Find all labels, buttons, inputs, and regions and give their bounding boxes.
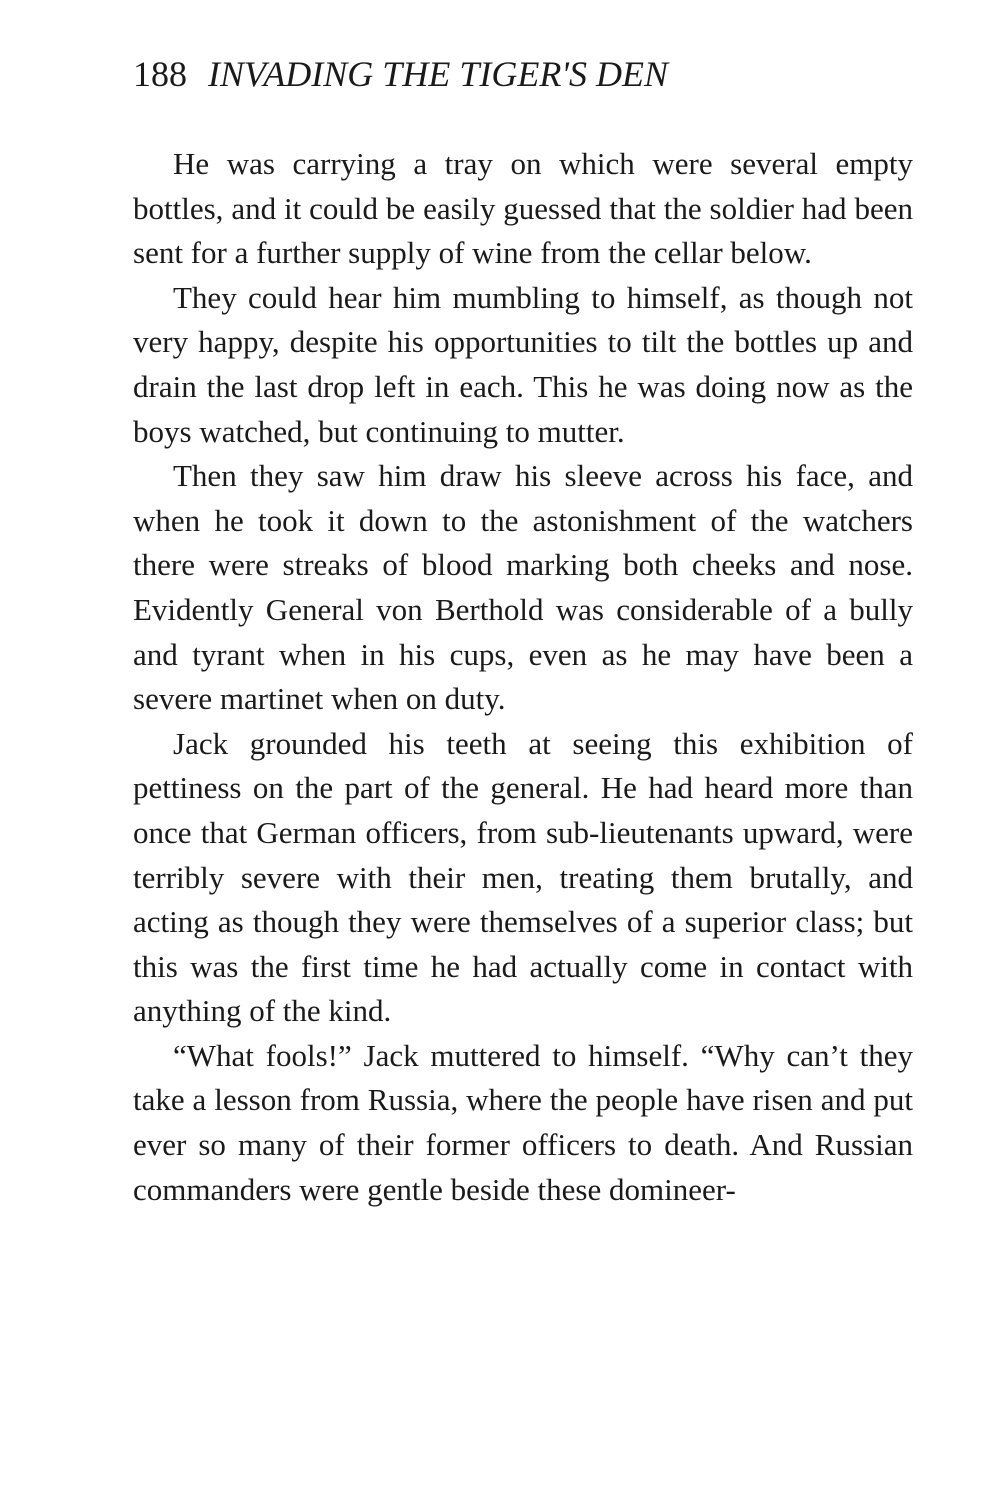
paragraph: They could hear him mumbling to himself, as though not very happy, despite his opportunities to tilt the bottles up and drain the last drop left in each. This he was doing now as the boys watched, but continuing to mutter.	[133, 279, 913, 449]
paragraph: He was carrying a tray on which were several empty bottles, and it could be easily guessed that the soldier had been sent for a further supply of wine from the cellar below.	[133, 146, 913, 271]
book-page	[133, 48, 913, 1212]
paragraph: “What fools!” Jack muttered to himself. “Why can’t they take a lesson from Russia, where the people have risen and put ever so many of their former officers to death. And Russian commanders were gentle beside these domineer-	[133, 1037, 913, 1207]
paragraph: Jack grounded his teeth at seeing this exhibition of pettiness on the part of the general. He had heard more than once that German officers, from sub-lieutenants upward, were terribly severe with their men, treating them brutally, and acting as though they were themselves of a superior class; but this was the first time he had actually come in contact with anything of the kind.	[133, 725, 913, 1029]
running-head	[133, 48, 913, 100]
page-number: 188	[133, 54, 187, 94]
body-text	[133, 142, 913, 1212]
running-title: INVADING THE TIGER'S DEN	[208, 54, 669, 94]
paragraph: Then they saw him draw his sleeve across his face, and when he took it down to the astonishment of the watchers there were streaks of blood marking both cheeks and nose. Evidently General von Berthold was considerable of a bully and tyrant when in his cups, even as he may have been a severe martinet when on duty.	[133, 458, 913, 717]
